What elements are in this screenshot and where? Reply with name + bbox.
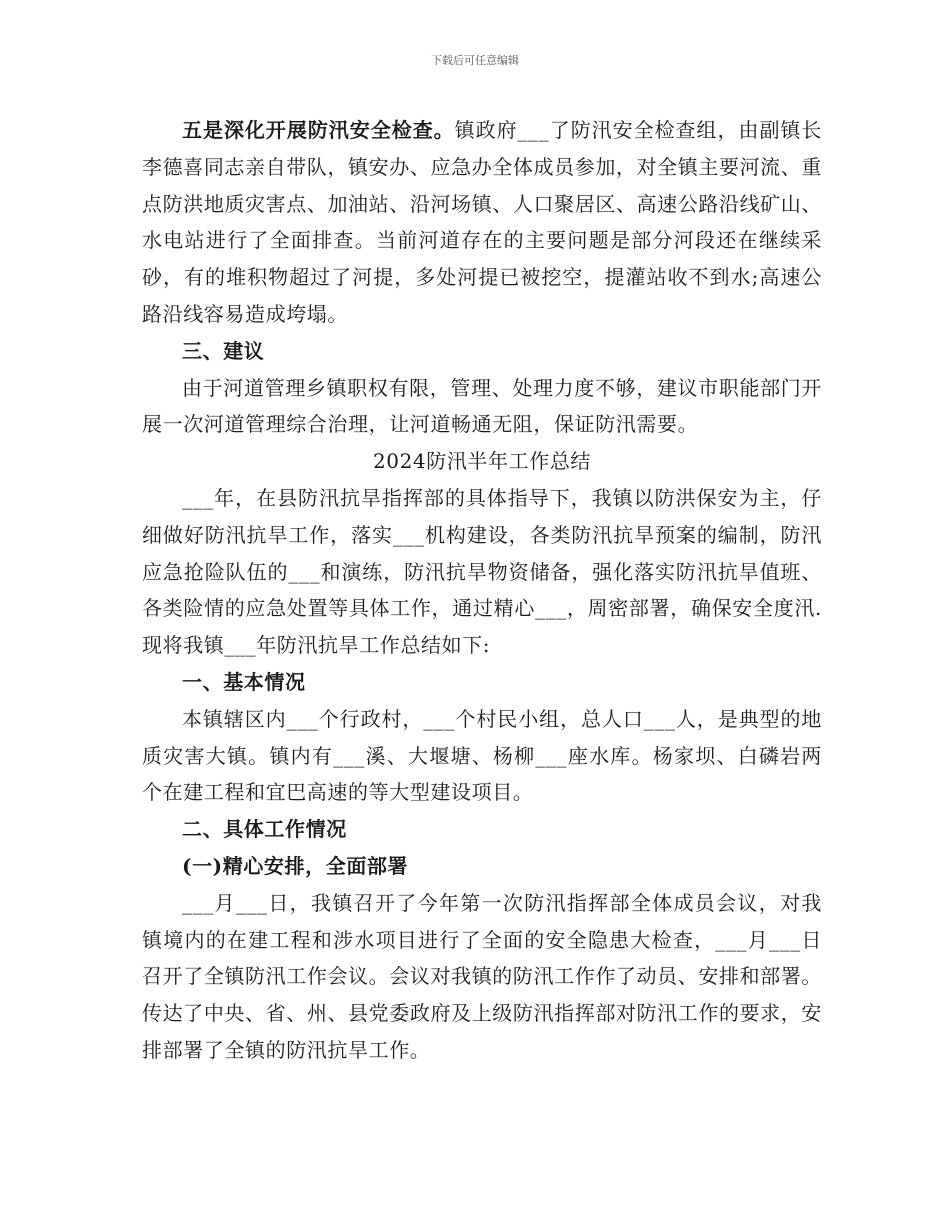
paragraph-lead: 五是深化开展防汛安全检查。 [182,118,455,142]
document-title: 2024防汛半年工作总结 [372,449,592,474]
subsection-heading-arrangement: (一)精心安排，全面部署 [182,853,409,878]
paragraph-arrangement: ___月___日，我镇召开了今年第一次防汛指挥部全体成员会议，对我镇境内的在建工程和涉水项目进行了全面的安全隐患大检查，___月___日召开了全镇防汛工作会议。会议对我镇的防汛工作作了动员、安排和部署。传达了中央、省、州、县党委政府及上级防汛指挥部对防汛工作的要求，安排部署了全镇的防汛抗旱工作。 [142,890,822,1062]
section-heading-suggestions: 三、建议 [182,338,265,363]
section-heading-work: 二、具体工作情况 [182,817,347,842]
header-note: 下载后可任意编辑 [431,54,519,67]
paragraph-basic: 本镇辖区内___个行政村，___个村民小组，总人口___人，是典型的地质灾害大镇。镇内有___溪、大堰塘、杨柳___座水库。杨家坝、白磷岩两个在建工程和宜巴高速的等大型建设项目。 [142,706,822,805]
section-heading-basic: 一、基本情况 [182,669,306,694]
paragraph-suggestions: 由于河道管理乡镇职权有限，管理、处理力度不够，建议市职能部门开展一次河道管理综合治理，让河道畅通无阻，保证防汛需要。 [142,375,822,437]
paragraph-text: 镇政府___了防汛安全检查组，由副镇长李德喜同志亲自带队，镇安办、应急办全体成员参加，对全镇主要河流、重点防洪地质灾害点、加油站、沿河场镇、人口聚居区、高速公路沿线矿山、水电站进行了全面排查。当前河道存在的主要问题是部分河段还在继续采砂，有的堆积物超过了河提，多处河提已被挖空，提灌站收不到水;高速公路沿线容易造成垮塌。 [142,118,822,326]
paragraph-safety-inspection [142,112,822,333]
paragraph-intro: ___年，在县防汛抗旱指挥部的具体指导下，我镇以防洪保安为主，仔细做好防汛抗旱工作，落实___机构建设，各类防汛抗旱预案的编制，防汛应急抢险队伍的___和演练，防汛抗旱物资储备，强化落实防汛抗旱值班、各类险情的应急处置等具体工作，通过精心___，周密部署，确保安全度汛.现将我镇___年防汛抗旱工作总结如下: [142,485,822,658]
document-body [142,112,822,1069]
